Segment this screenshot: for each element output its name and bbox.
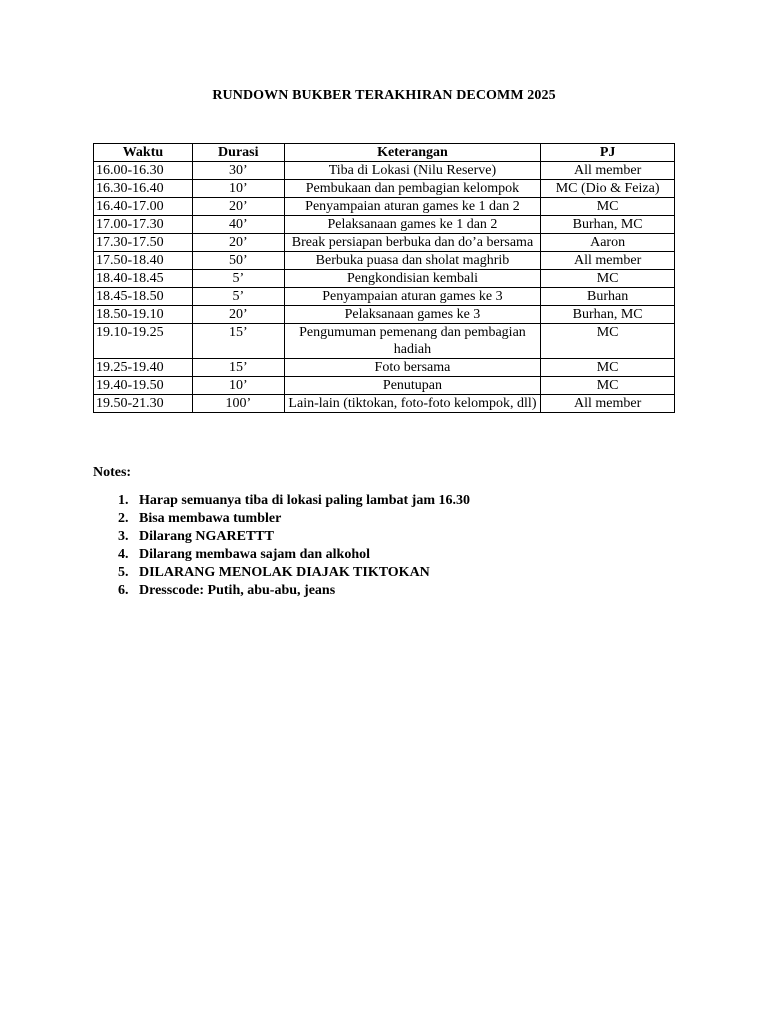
cell-pj: MC [541, 359, 675, 377]
cell-keterangan: Pengumuman pemenang dan pembagian hadiah [284, 324, 541, 359]
cell-waktu: 17.50-18.40 [94, 252, 193, 270]
cell-keterangan: Penyampaian aturan games ke 1 dan 2 [284, 198, 541, 216]
cell-durasi: 5’ [192, 288, 284, 306]
cell-keterangan: Foto bersama [284, 359, 541, 377]
cell-pj: Burhan, MC [541, 306, 675, 324]
document-title: RUNDOWN BUKBER TERAKHIRAN DECOMM 2025 [212, 88, 556, 103]
cell-durasi: 15’ [192, 359, 284, 377]
cell-waktu: 18.50-19.10 [94, 306, 193, 324]
cell-keterangan: Berbuka puasa dan sholat maghrib [284, 252, 541, 270]
note-text: Bisa membawa tumbler [139, 511, 282, 526]
cell-pj: All member [541, 162, 675, 180]
note-text: Harap semuanya tiba di lokasi paling lambat jam 16.30 [139, 493, 470, 508]
table-row [94, 180, 675, 198]
table-row [94, 359, 675, 377]
table-row [94, 288, 675, 306]
note-item [93, 528, 470, 546]
cell-waktu: 17.00-17.30 [94, 216, 193, 234]
cell-waktu: 19.40-19.50 [94, 377, 193, 395]
note-text: Dilarang NGARETTT [139, 529, 274, 544]
table-header-row [94, 144, 675, 162]
table-row [94, 216, 675, 234]
cell-durasi: 100’ [192, 395, 284, 413]
cell-keterangan: Tiba di Lokasi (Nilu Reserve) [284, 162, 541, 180]
table-row [94, 198, 675, 216]
cell-waktu: 18.45-18.50 [94, 288, 193, 306]
note-text: DILARANG MENOLAK DIAJAK TIKTOKAN [139, 565, 430, 580]
cell-durasi: 10’ [192, 377, 284, 395]
header-keterangan: Keterangan [284, 144, 541, 162]
cell-waktu: 19.10-19.25 [94, 324, 193, 359]
note-number: 2. [118, 511, 139, 526]
note-number: 3. [118, 529, 139, 544]
cell-waktu: 17.30-17.50 [94, 234, 193, 252]
cell-waktu: 16.40-17.00 [94, 198, 193, 216]
cell-waktu: 16.00-16.30 [94, 162, 193, 180]
cell-keterangan: Pengkondisian kembali [284, 270, 541, 288]
note-number: 6. [118, 583, 139, 598]
cell-keterangan: Penyampaian aturan games ke 3 [284, 288, 541, 306]
note-number: 4. [118, 547, 139, 562]
header-waktu: Waktu [94, 144, 193, 162]
cell-pj: All member [541, 252, 675, 270]
cell-pj: Burhan, MC [541, 216, 675, 234]
cell-waktu: 19.25-19.40 [94, 359, 193, 377]
cell-waktu: 18.40-18.45 [94, 270, 193, 288]
cell-pj: MC [541, 377, 675, 395]
cell-durasi: 20’ [192, 306, 284, 324]
cell-waktu: 16.30-16.40 [94, 180, 193, 198]
cell-pj: MC (Dio & Feiza) [541, 180, 675, 198]
cell-keterangan: Pelaksanaan games ke 1 dan 2 [284, 216, 541, 234]
cell-keterangan: Lain-lain (tiktokan, foto-foto kelompok, dll) [284, 395, 541, 413]
note-item [93, 564, 470, 582]
cell-keterangan: Break persiapan berbuka dan do’a bersama [284, 234, 541, 252]
cell-pj: MC [541, 270, 675, 288]
notes-heading: Notes: [93, 465, 132, 480]
cell-durasi: 40’ [192, 216, 284, 234]
note-text: Dilarang membawa sajam dan alkohol [139, 547, 371, 562]
cell-pj: MC [541, 324, 675, 359]
cell-durasi: 10’ [192, 180, 284, 198]
notes-list [93, 492, 470, 600]
cell-pj: Burhan [541, 288, 675, 306]
table-row [94, 270, 675, 288]
cell-durasi: 5’ [192, 270, 284, 288]
cell-durasi: 50’ [192, 252, 284, 270]
cell-waktu: 19.50-21.30 [94, 395, 193, 413]
header-durasi: Durasi [192, 144, 284, 162]
note-number: 1. [118, 493, 139, 508]
table-row [94, 324, 675, 359]
note-item [93, 582, 470, 600]
cell-durasi: 20’ [192, 198, 284, 216]
note-number: 5. [118, 565, 139, 580]
header-pj: PJ [541, 144, 675, 162]
cell-keterangan: Pembukaan dan pembagian kelompok [284, 180, 541, 198]
note-item [93, 492, 470, 510]
rundown-table [93, 143, 675, 413]
cell-keterangan: Pelaksanaan games ke 3 [284, 306, 541, 324]
note-item [93, 510, 470, 528]
cell-durasi: 30’ [192, 162, 284, 180]
cell-pj: All member [541, 395, 675, 413]
table-row [94, 234, 675, 252]
note-item [93, 546, 470, 564]
table-row [94, 162, 675, 180]
table-row [94, 395, 675, 413]
table-body [94, 162, 675, 413]
cell-durasi: 15’ [192, 324, 284, 359]
note-text: Dresscode: Putih, abu-abu, jeans [139, 583, 336, 598]
cell-durasi: 20’ [192, 234, 284, 252]
cell-pj: MC [541, 198, 675, 216]
table-row [94, 252, 675, 270]
table-row [94, 377, 675, 395]
table-row [94, 306, 675, 324]
cell-pj: Aaron [541, 234, 675, 252]
cell-keterangan: Penutupan [284, 377, 541, 395]
